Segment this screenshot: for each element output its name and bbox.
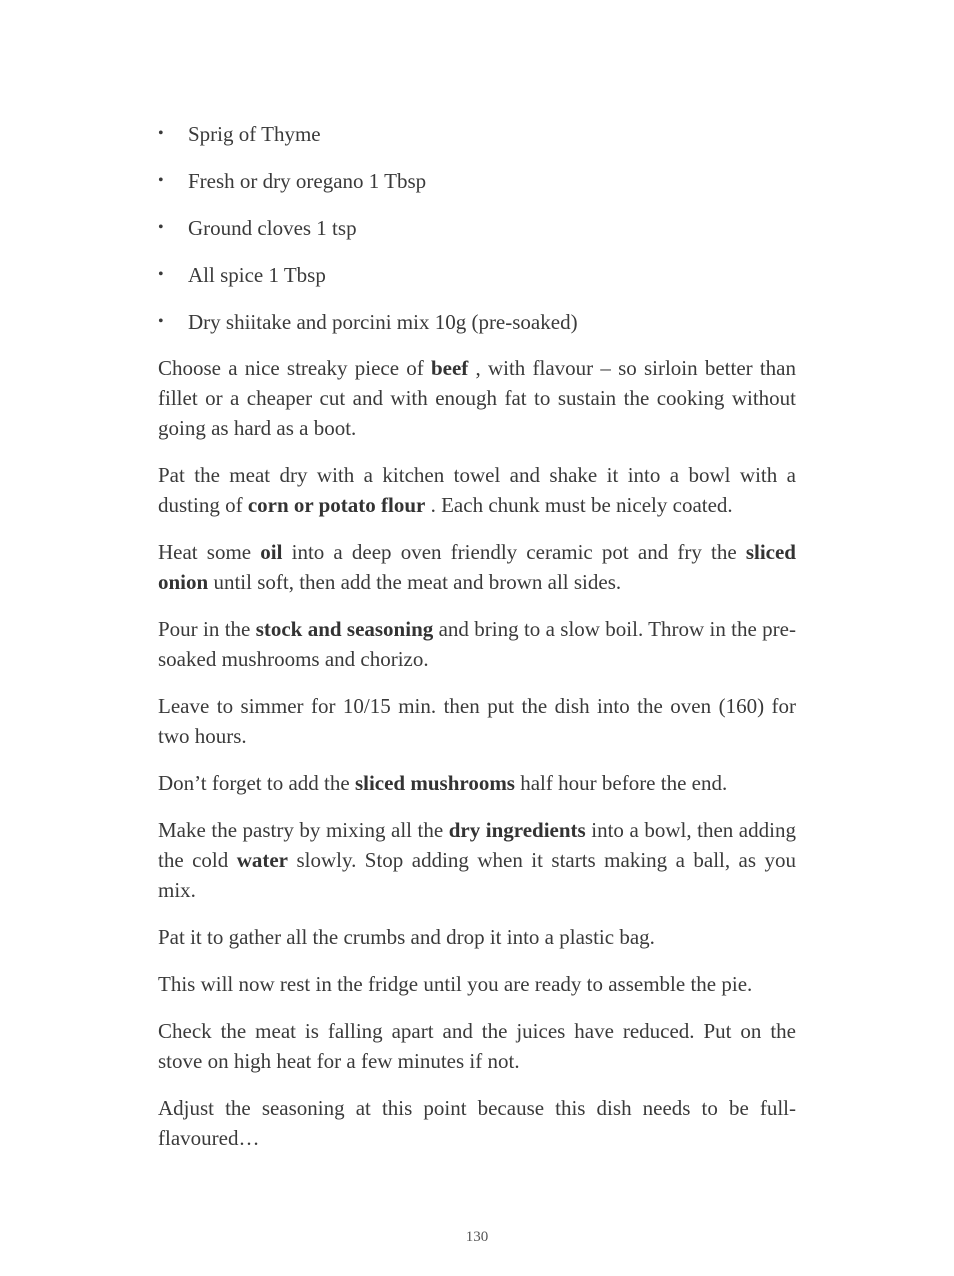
method-paragraph bbox=[158, 1093, 796, 1153]
bullet-icon: • bbox=[158, 172, 164, 189]
emphasized-ingredient: stock and seasoning bbox=[255, 617, 434, 641]
paragraph-text: Choose a nice streaky piece of bbox=[158, 356, 431, 380]
paragraph-text: Check the meat is falling apart and the juices have reduced. Put on the stove on high heat for a few minutes if not. bbox=[158, 1019, 796, 1073]
paragraph-text: Adjust the seasoning at this point because this dish needs to be full-flavoured… bbox=[158, 1096, 796, 1150]
ingredient-item bbox=[158, 213, 798, 260]
method-paragraph bbox=[158, 815, 796, 905]
ingredient-item bbox=[158, 260, 798, 307]
paragraph-text: half hour before the end. bbox=[514, 771, 728, 795]
bullet-icon: • bbox=[158, 313, 164, 330]
paragraph-text: Leave to simmer for 10/15 min. then put the dish into the oven (160) for two hours. bbox=[158, 694, 796, 748]
paragraph-text: , with flavour – so sirloin better than fillet or a cheaper cut and with enough fat to sustain the cooking without going as hard as a boot. bbox=[158, 356, 796, 440]
recipe-method bbox=[158, 353, 796, 1170]
emphasized-ingredient: corn or potato flour bbox=[247, 493, 426, 517]
method-paragraph bbox=[158, 768, 796, 798]
method-paragraph bbox=[158, 1016, 796, 1076]
emphasized-ingredient: dry ingredients bbox=[448, 818, 586, 842]
paragraph-text: Pat it to gather all the crumbs and drop it into a plastic bag. bbox=[158, 925, 655, 949]
emphasized-ingredient: sliced onion bbox=[158, 540, 796, 594]
paragraph-text: Pat the meat dry with a kitchen towel and shake it into a bowl with a dusting of bbox=[158, 463, 796, 517]
paragraph-text: slowly. Stop adding when it starts making a ball, as you mix. bbox=[158, 848, 796, 902]
paragraph-text: Heat some bbox=[158, 540, 261, 564]
method-paragraph bbox=[158, 691, 796, 751]
ingredient-text: Ground cloves 1 tsp bbox=[188, 216, 357, 240]
method-paragraph bbox=[158, 460, 796, 520]
ingredient-text: All spice 1 Tbsp bbox=[188, 263, 326, 287]
paragraph-text: into a bowl, then adding the cold bbox=[158, 818, 796, 872]
page-number: 130 bbox=[465, 1229, 489, 1245]
paragraph-text: . Each chunk must be nicely coated. bbox=[425, 493, 733, 517]
method-paragraph bbox=[158, 614, 796, 674]
method-paragraph bbox=[158, 353, 796, 443]
bullet-icon: • bbox=[158, 219, 164, 236]
ingredient-item bbox=[158, 119, 798, 166]
ingredient-item bbox=[158, 307, 798, 354]
paragraph-text: and bring to a slow boil. Throw in the pre-soaked mushrooms and chorizo. bbox=[158, 617, 796, 671]
ingredient-item bbox=[158, 166, 798, 213]
ingredient-text: Fresh or dry oregano 1 Tbsp bbox=[188, 169, 427, 193]
paragraph-text: Make the pastry by mixing all the bbox=[158, 818, 449, 842]
emphasized-ingredient: oil bbox=[260, 540, 283, 564]
emphasized-ingredient: beef bbox=[430, 356, 469, 380]
paragraph-text: into a deep oven friendly ceramic pot and fry the bbox=[282, 540, 746, 564]
ingredient-list bbox=[158, 119, 798, 354]
paragraph-text: Pour in the bbox=[158, 617, 256, 641]
paragraph-text: until soft, then add the meat and brown all sides. bbox=[208, 570, 622, 594]
ingredient-text: Dry shiitake and porcini mix 10g (pre-soaked) bbox=[188, 310, 578, 334]
paragraph-text: Don’t forget to add the bbox=[158, 771, 355, 795]
emphasized-ingredient: sliced mushrooms bbox=[354, 771, 515, 795]
ingredient-text: Sprig of Thyme bbox=[188, 122, 321, 146]
method-paragraph bbox=[158, 969, 796, 999]
emphasized-ingredient: water bbox=[236, 848, 289, 872]
method-paragraph bbox=[158, 922, 796, 952]
bullet-icon: • bbox=[158, 266, 164, 283]
method-paragraph bbox=[158, 537, 796, 597]
paragraph-text: This will now rest in the fridge until you are ready to assemble the pie. bbox=[158, 972, 753, 996]
bullet-icon: • bbox=[158, 125, 164, 142]
